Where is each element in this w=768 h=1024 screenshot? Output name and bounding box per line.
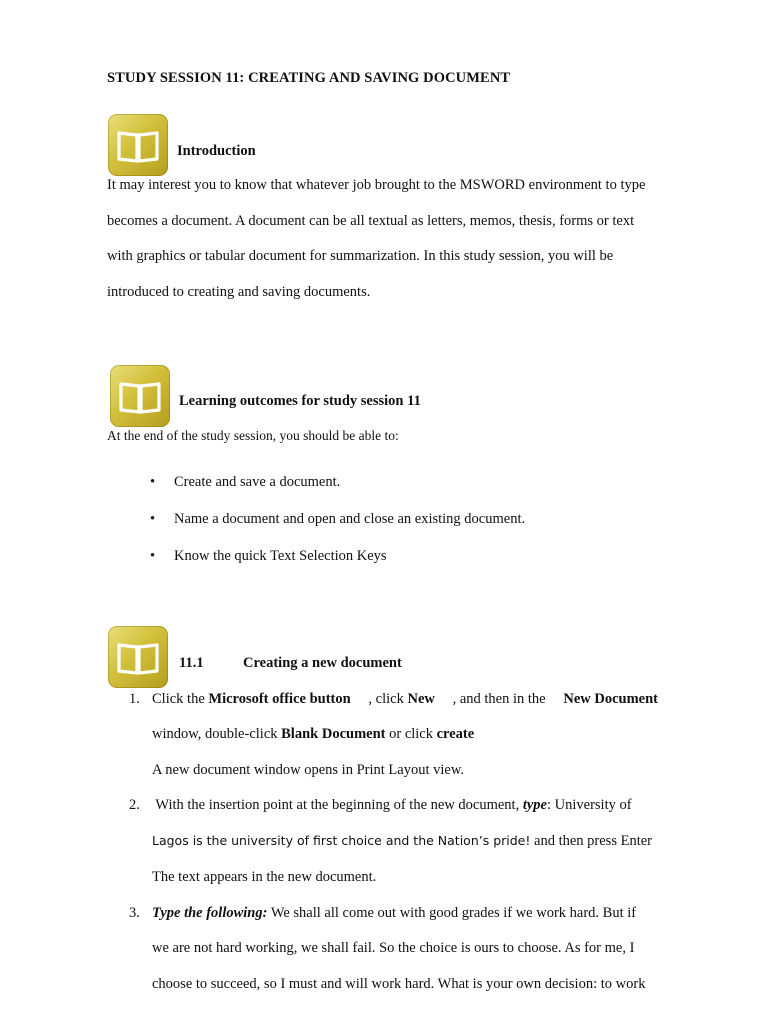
intro-heading: Introduction — [177, 143, 256, 159]
book-icon — [110, 365, 170, 427]
book-icon — [108, 114, 168, 176]
bullet-icon: • — [150, 511, 156, 527]
step-text: Click the — [152, 691, 209, 707]
intro-line: introduced to creating and saving documents. — [107, 283, 371, 300]
book-icon — [108, 626, 168, 688]
intro-line: It may interest you to know that whatever job brought to the MSWORD environment to type — [107, 177, 646, 193]
step-line — [152, 905, 636, 922]
step-emphasis: Blank Document — [281, 726, 386, 742]
list-item: Create and save a document. — [174, 474, 341, 490]
step-emphasis: create — [436, 726, 475, 742]
step-line: A new document window opens in Print Layout view. — [152, 762, 464, 778]
step-line — [152, 726, 474, 743]
step-number: 2. — [129, 797, 140, 813]
step-text: or click — [385, 726, 437, 742]
step-emphasis: Type the following: — [152, 905, 268, 921]
step-text: and then press Enter — [530, 833, 652, 849]
step-text: , and then in the — [452, 691, 546, 707]
outcomes-heading: Learning outcomes for study session 11 — [179, 393, 421, 409]
intro-line: becomes a document. A document can be all textual as letters, memos, thesis, forms or text — [107, 212, 635, 229]
step-line: The text appears in the new document. — [152, 869, 377, 885]
bullet-icon: • — [150, 548, 156, 564]
bullet-icon: • — [150, 474, 156, 490]
section-heading: Creating a new document — [243, 655, 402, 671]
step-text: window, double-click — [152, 726, 282, 742]
step-number: 3. — [129, 905, 140, 921]
step-line: choose to succeed, so I must and will work hard. What is your own decision: to work — [152, 976, 646, 992]
page-title: STUDY SESSION 11: CREATING AND SAVING DOCUMENT — [107, 70, 511, 86]
step-line: we are not hard working, we shall fail. So the choice is ours to choose. As for me, I — [152, 940, 635, 956]
step-emphasis: type — [522, 797, 547, 813]
section-number: 11.1 — [179, 655, 204, 671]
list-item: Name a document and open and close an existing document. — [174, 511, 526, 527]
step-number: 1. — [129, 691, 140, 707]
step-line — [152, 833, 652, 850]
step-text: , click — [368, 691, 408, 707]
step-emphasis: Microsoft office button — [208, 691, 351, 707]
intro-paragraph — [107, 168, 658, 310]
step-emphasis: New — [407, 691, 435, 707]
step-text: With the insertion point at the beginning of the new document, — [152, 797, 523, 813]
step-line — [152, 691, 658, 708]
step-line — [152, 797, 632, 814]
list-item: Know the quick Text Selection Keys — [174, 548, 387, 564]
typed-text: Lagos is the university of first choice and the Nation’s pride! — [152, 833, 531, 848]
step-emphasis: New Document — [563, 691, 658, 707]
step-text: : University of — [547, 797, 632, 813]
intro-line: with graphics or tabular document for summarization. In this study session, you will be — [107, 248, 614, 264]
step-text: We shall all come out with good grades if we work hard. But if — [267, 905, 637, 921]
outcomes-lead: At the end of the study session, you should be able to: — [107, 428, 399, 443]
